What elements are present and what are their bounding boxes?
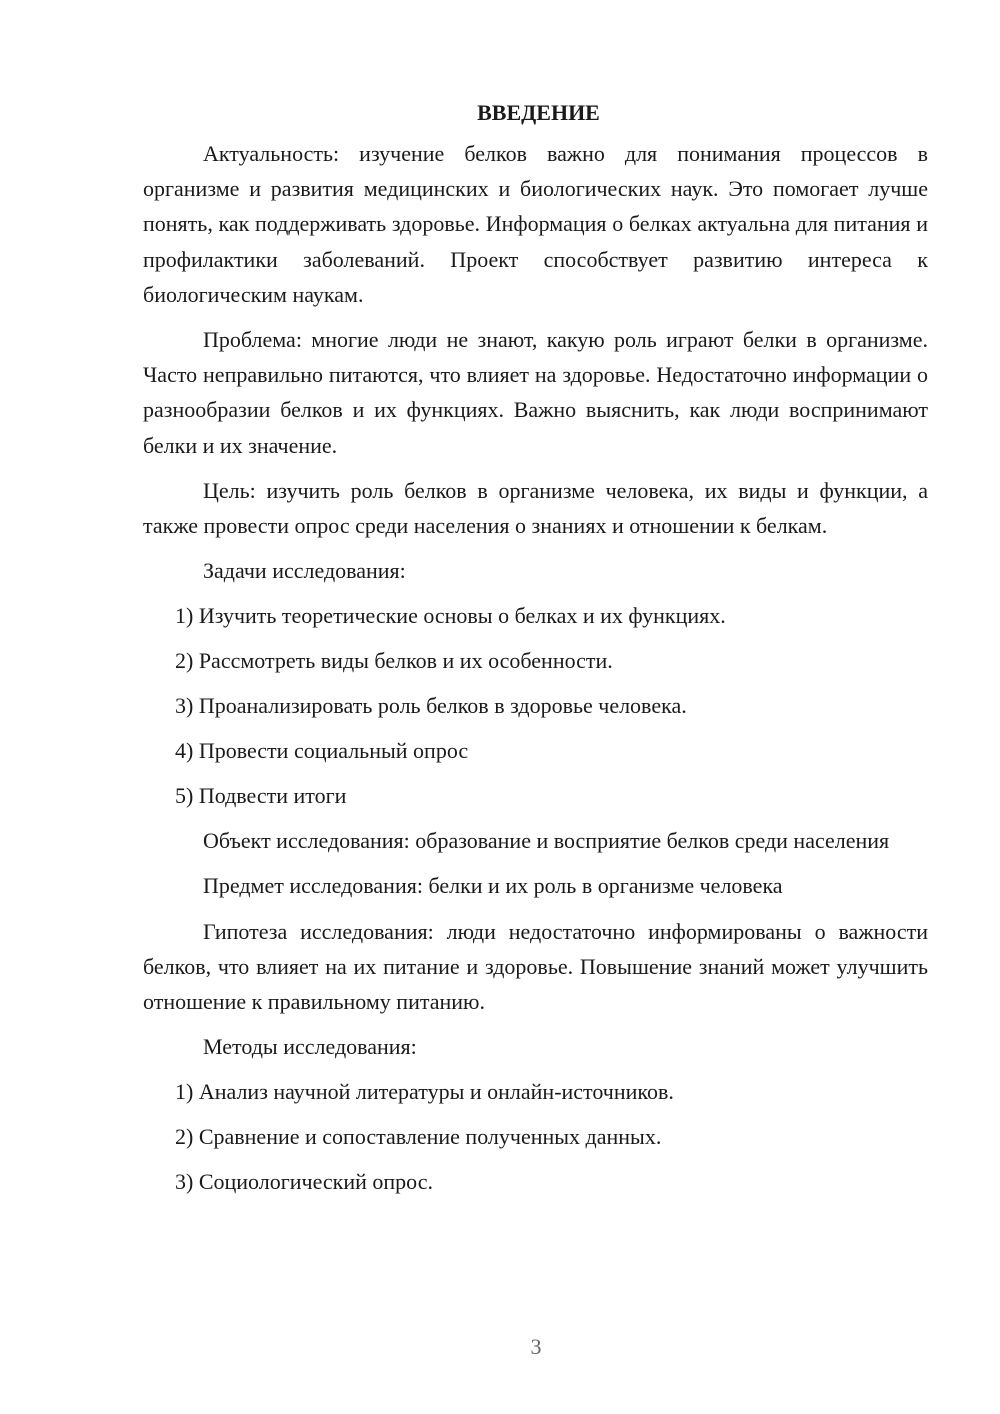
method-item: 2) Сравнение и сопоставление полученных данных. xyxy=(175,1124,662,1150)
problem-paragraph: Проблема: многие люди не знают, какую роль играют белки в организме. Часто неправильно питаются, что влияет на здоровье. Недостаточно информации о разнообразии белков и их функциях. Важно выяснить, как люди воспринимают белки и их значение. xyxy=(143,327,928,458)
task-item: 2) Рассмотреть виды белков и их особенности. xyxy=(175,648,613,674)
methods-list xyxy=(143,1074,928,1199)
method-item: 3) Социологический опрос. xyxy=(175,1169,433,1195)
methods-heading: Методы исследования: xyxy=(203,1034,417,1060)
page-number: 3 xyxy=(530,1334,542,1359)
relevance-paragraph: Актуальность: изучение белков важно для понимания процессов в организме и развития медицинских и биологических наук. Это помогает лучше понять, как поддерживать здоровье. Информация о белках актуальна для питания и профилактики заболеваний. Проект способствует развитию интереса к биологическим наукам. xyxy=(143,141,928,307)
task-item: 5) Подвести итоги xyxy=(175,783,347,809)
page-content xyxy=(143,95,928,1209)
task-item: 1) Изучить теоретические основы о белках и их функциях. xyxy=(175,603,726,629)
object-paragraph: Объект исследования: образование и восприятие белков среди населения xyxy=(203,828,890,854)
task-item: 3) Проанализировать роль белков в здоровье человека. xyxy=(175,693,687,719)
task-item: 4) Провести социальный опрос xyxy=(175,738,469,764)
section-title: ВВЕДЕНИЕ xyxy=(477,100,600,125)
hypothesis-paragraph: Гипотеза исследования: люди недостаточно информированы о важности белков, что влияет на их питание и здоровье. Повышение знаний может улучшить отношение к правильному питанию. xyxy=(143,918,928,1015)
method-item: 1) Анализ научной литературы и онлайн-источников. xyxy=(175,1079,674,1105)
tasks-list xyxy=(143,598,928,813)
subject-paragraph: Предмет исследования: белки и их роль в организме человека xyxy=(203,873,783,899)
goal-paragraph: Цель: изучить роль белков в организме человека, их виды и функции, а также провести опрос среди населения о знаниях и отношении к белкам. xyxy=(143,477,928,539)
tasks-heading: Задачи исследования: xyxy=(203,558,406,584)
